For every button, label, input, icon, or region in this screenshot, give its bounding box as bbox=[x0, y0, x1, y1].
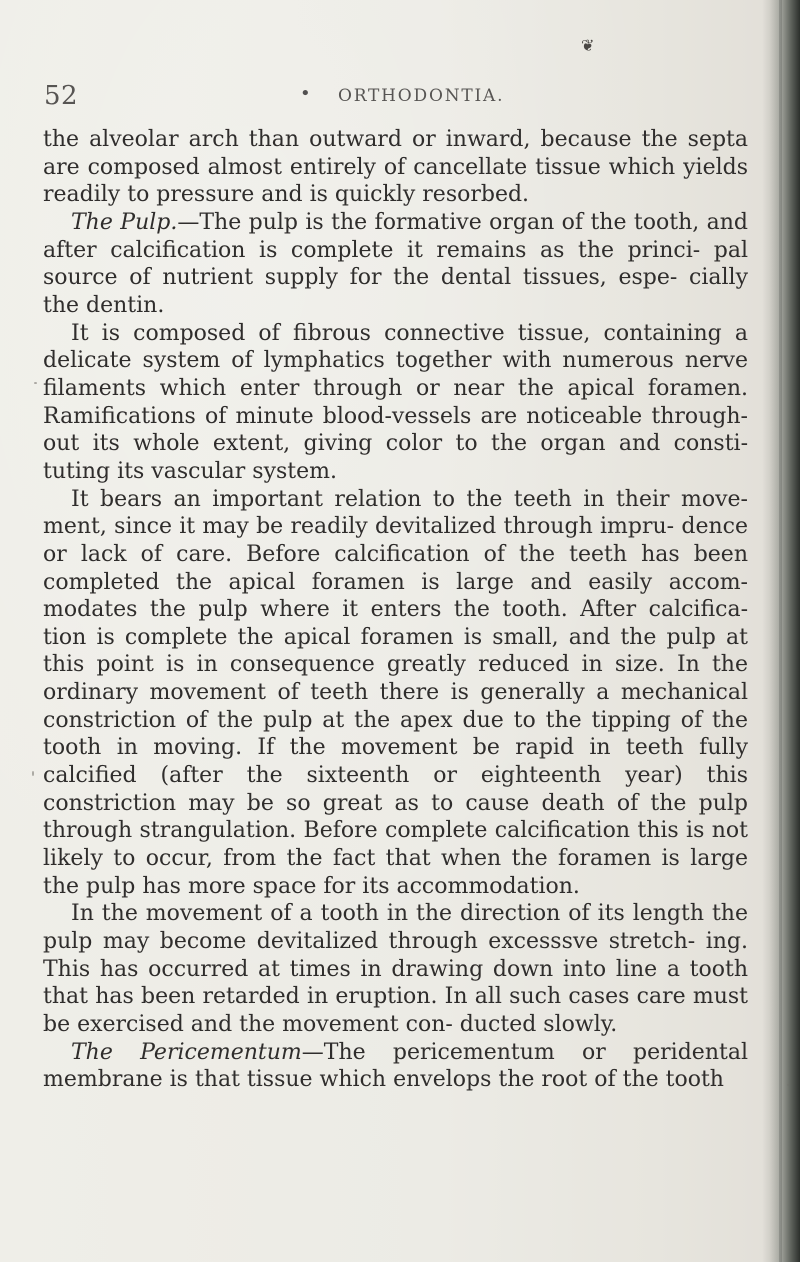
paragraph-text: —The pulp is the formative organ of the tooth, and after calcification is complete it remains as the princi- pal source of nutrient supply for the dental tissues, espe- cially the dentin. bbox=[43, 209, 748, 318]
printer-ornament: ❦ bbox=[581, 36, 595, 55]
body-text bbox=[43, 126, 748, 1094]
paragraph-text: It is composed of fibrous connective tissue, containing a delicate system of lymphatics together with numerous nerve filaments which enter through or near the apical foramen. Ramifications of minute blood-vessels are noticeable through- out its whole extent, giving color to the organ and consti- tuting its vascular system. bbox=[43, 320, 748, 484]
paper-speck bbox=[32, 771, 34, 776]
paragraph-text: the alveolar arch than outward or inward, because the septa are composed almost entirely of cancellate tissue which yields readily to pressure and is quickly resorbed. bbox=[43, 127, 748, 208]
page-number: 52 bbox=[44, 81, 79, 111]
paragraph-composition bbox=[43, 320, 748, 486]
paragraph-continuation bbox=[43, 126, 748, 209]
paragraph-pulp bbox=[43, 209, 748, 320]
section-heading-pericementum: The Pericementum bbox=[71, 1039, 302, 1065]
paragraph-movement bbox=[43, 486, 748, 901]
paragraph-length-movement bbox=[43, 900, 748, 1038]
running-title: ORTHODONTIA. bbox=[338, 86, 505, 106]
paper-speck bbox=[34, 382, 37, 384]
paper-speck bbox=[787, 1084, 789, 1086]
section-heading-pulp: The Pulp. bbox=[71, 209, 178, 235]
paragraph-text: —The pericementum or peridental membrane is that tissue which envelops the root of the tooth bbox=[43, 1039, 748, 1093]
paragraph-text: It bears an important relation to the teeth in their move- ment, since it may be readily devitalized through impru- dence or lack of care. Before calcification of the teeth has been completed the apical foramen is large and easily accom- modates the pulp where it enters the tooth. After calcifica- tion is complete the apical foramen is small, and the pulp at this point is in consequence greatly reduced in size. In the ordinary movement of teeth there is generally a mechanical constriction of the pulp at the apex due to the tipping of the tooth in moving. If the movement be rapid in teeth fully calcified (after the sixteenth or eighteenth year) this constriction may be so great as to cause death of the pulp through strangulation. Before complete calcification this is not likely to occur, from the fact that when the foramen is large the pulp has more space for its accommodation. bbox=[43, 486, 748, 899]
header-separator-dot: • bbox=[300, 83, 311, 104]
paragraph-text: In the movement of a tooth in the direction of its length the pulp may become devitalized through excesssve stretch- ing. This has occurred at times in drawing down into line a tooth that has been retarded in eruption. In all such cases care must be exercised and the movement con- ducted slowly. bbox=[43, 901, 748, 1037]
binding-shadow bbox=[762, 0, 800, 1262]
paragraph-pericementum bbox=[43, 1039, 748, 1094]
running-header bbox=[44, 81, 764, 109]
